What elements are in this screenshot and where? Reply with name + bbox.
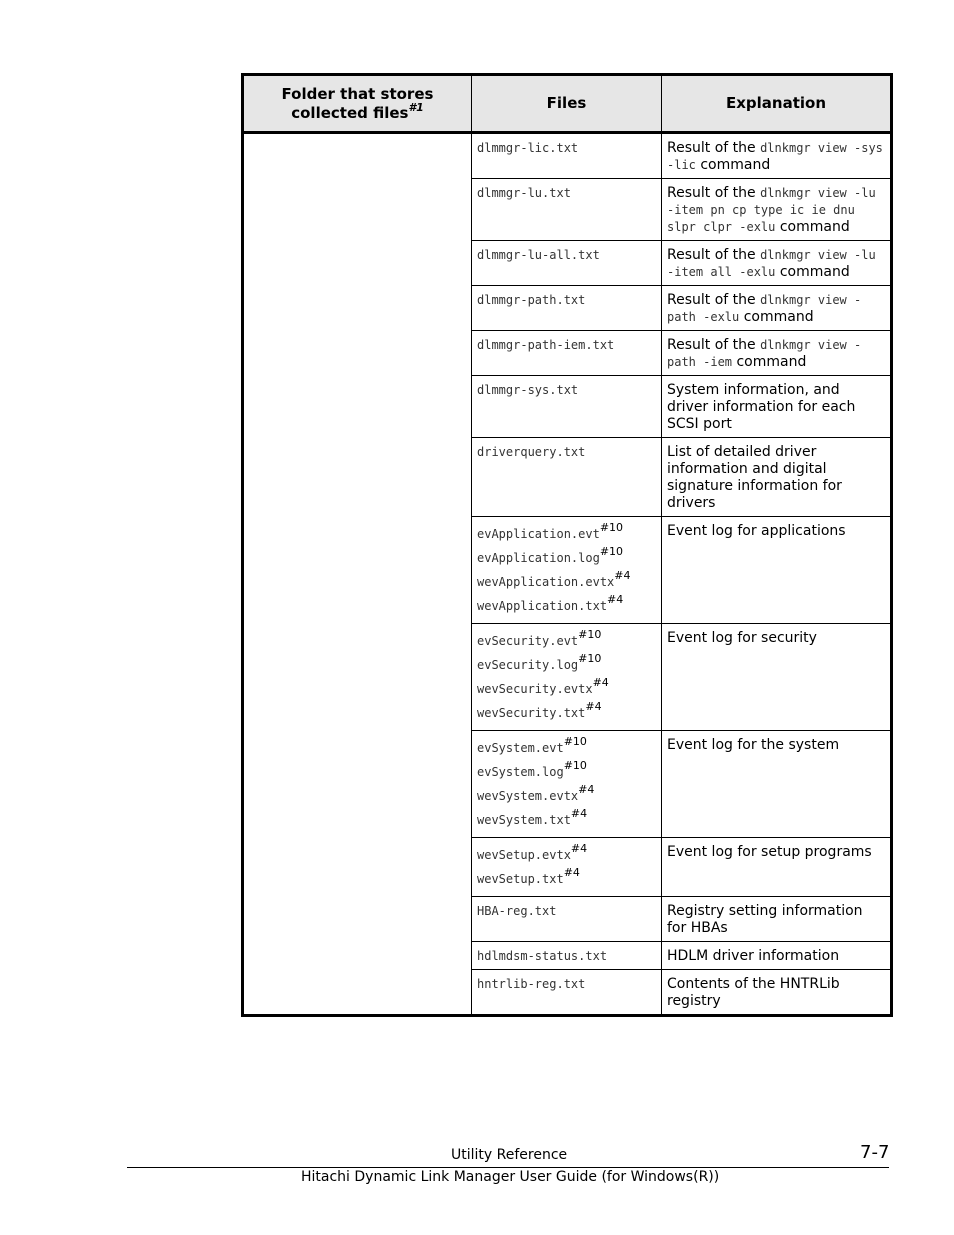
table-header-row (243, 75, 892, 133)
explanation-cell (662, 438, 892, 517)
explanation-cell (662, 897, 892, 942)
files-cell (472, 897, 662, 942)
files-cell (472, 838, 662, 897)
file-name-text: HBA-reg.txt (477, 904, 557, 918)
header-folder-footnote: #1 (408, 100, 424, 114)
file-name (477, 593, 656, 619)
file-name (477, 700, 656, 726)
command-text: dlnkmgr view -lu -item all -exlu (667, 248, 876, 279)
file-name (477, 735, 656, 761)
explanation-cell (662, 838, 892, 897)
explanation-cell (662, 376, 892, 438)
explanation-text: Result of the (667, 337, 761, 353)
file-name (477, 569, 656, 595)
files-cell (472, 331, 662, 376)
file-name-text: evSecurity.log (477, 658, 579, 672)
explanation-text: Event log for the system (667, 737, 840, 753)
explanation-text: Event log for security (667, 630, 817, 646)
header-folder: Folder that stores collected files$^{\#1}$ (243, 75, 472, 133)
explanation-cell (662, 331, 892, 376)
footer-section-title: Utility Reference (451, 1147, 568, 1163)
file-name-text: driverquery.txt (477, 445, 586, 459)
header-explanation: Explanation (662, 75, 892, 133)
file-footnote: #10 (599, 521, 624, 534)
file-name-text: wevSetup.evtx (477, 848, 571, 862)
explanation-text: Result of the (667, 247, 761, 263)
files-cell (472, 942, 662, 970)
file-name-text: wevSystem.evtx (477, 789, 579, 803)
table-row (243, 133, 892, 179)
file-footnote: #4 (563, 866, 580, 879)
file-footnote: #4 (607, 593, 624, 606)
file-name (477, 185, 656, 202)
explanation-cell (662, 970, 892, 1016)
file-name-text: dlmmgr-path-iem.txt (477, 338, 615, 352)
file-name (477, 783, 656, 809)
file-name-text: wevSystem.txt (477, 813, 571, 827)
file-footnote: #10 (578, 628, 602, 641)
file-footnote: #10 (599, 545, 624, 558)
files-cell (472, 731, 662, 838)
files-cell (472, 517, 662, 624)
explanation-text: Result of the (667, 185, 761, 201)
file-name (477, 866, 656, 892)
file-name (477, 807, 656, 833)
footer-book-title: Hitachi Dynamic Link Manager User Guide (for Windows(R)) (301, 1169, 720, 1185)
header-files: Files (472, 75, 662, 133)
command-text: dlnkmgr view -lu -item pn cp type ic ie dnu slpr clpr -exlu (667, 186, 876, 234)
file-name-text: dlmmgr-lu.txt (477, 186, 571, 200)
file-name (477, 382, 656, 399)
explanation-cell (662, 179, 892, 241)
files-cell (472, 286, 662, 331)
explanation-cell (662, 942, 892, 970)
files-cell (472, 241, 662, 286)
page-number: 7-7 (860, 1142, 890, 1163)
file-footnote: #4 (570, 842, 588, 855)
file-footnote: #4 (585, 700, 602, 713)
file-name (477, 903, 656, 920)
files-cell (472, 438, 662, 517)
file-name (477, 292, 656, 309)
explanation-cell (662, 286, 892, 331)
command-text: dlnkmgr view -path -exlu (667, 293, 862, 324)
file-name-text: wevSecurity.evtx (477, 682, 593, 696)
file-footnote: #10 (563, 735, 587, 748)
explanation-text: Event log for setup programs (667, 844, 872, 860)
files-cell (472, 970, 662, 1016)
file-name-text: wevSecurity.txt (477, 706, 586, 720)
file-name-text: evApplication.log (477, 551, 600, 565)
file-name-text: evSecurity.evt (477, 634, 579, 648)
explanation-cell (662, 517, 892, 624)
explanation-text: System information, and driver information for each SCSI port (667, 382, 856, 432)
file-name (477, 676, 656, 702)
file-name-text: evApplication.evt (477, 527, 600, 541)
folder-cell (243, 133, 472, 1016)
command-text: dlnkmgr view -path -iem (667, 338, 862, 369)
file-name (477, 337, 656, 354)
file-name (477, 545, 656, 571)
file-name (477, 948, 656, 965)
file-name-text: wevSetup.txt (477, 872, 564, 886)
explanation-text: Contents of the HNTRLib registry (667, 976, 840, 1009)
file-footnote: #4 (614, 569, 631, 582)
explanation-cell (662, 133, 892, 179)
file-name (477, 759, 656, 785)
explanation-cell (662, 624, 892, 731)
explanation-cell (662, 241, 892, 286)
file-footnote: #10 (563, 759, 587, 772)
explanation-text: command (775, 219, 850, 235)
file-footnote: #4 (592, 676, 609, 689)
file-name (477, 652, 656, 678)
collected-files-table (241, 73, 893, 1017)
explanation-text: command (739, 309, 814, 325)
file-name (477, 628, 656, 654)
file-name (477, 842, 656, 868)
file-name-text: hntrlib-reg.txt (477, 977, 586, 991)
file-name-text: wevApplication.txt (477, 599, 608, 613)
file-name-text: dlmmgr-lic.txt (477, 141, 579, 155)
explanation-text: List of detailed driver information and digital signature information for drivers (667, 444, 842, 511)
file-name (477, 976, 656, 993)
explanation-text: command (732, 354, 807, 370)
file-footnote: #4 (578, 783, 595, 796)
explanation-text: Result of the (667, 292, 761, 308)
file-name-text: dlmmgr-sys.txt (477, 383, 579, 397)
file-name-text: hdlmdsm-status.txt (477, 949, 608, 963)
command-text: dlnkmgr view -sys -lic (667, 141, 883, 172)
files-cell (472, 624, 662, 731)
file-name-text: wevApplication.evtx (477, 575, 615, 589)
file-name-text: evSystem.log (477, 765, 564, 779)
explanation-text: Result of the (667, 140, 761, 156)
table-body (243, 133, 892, 1016)
explanation-text: command (695, 157, 771, 173)
file-name-text: dlmmgr-path.txt (477, 293, 586, 307)
file-name (477, 521, 656, 547)
file-name (477, 444, 656, 461)
files-cell (472, 133, 662, 179)
file-footnote: #10 (578, 652, 602, 665)
files-cell (472, 376, 662, 438)
file-name (477, 247, 656, 264)
file-name (477, 140, 656, 157)
footer-divider (127, 1167, 889, 1168)
files-cell (472, 179, 662, 241)
explanation-text: command (775, 264, 850, 280)
explanation-cell (662, 731, 892, 838)
explanation-text: Registry setting information for HBAs (667, 903, 863, 936)
file-footnote: #4 (570, 807, 588, 820)
file-name-text: evSystem.evt (477, 741, 564, 755)
explanation-text: HDLM driver information (667, 948, 840, 964)
explanation-text: Event log for applications (667, 523, 846, 539)
file-name-text: dlmmgr-lu-all.txt (477, 248, 600, 262)
